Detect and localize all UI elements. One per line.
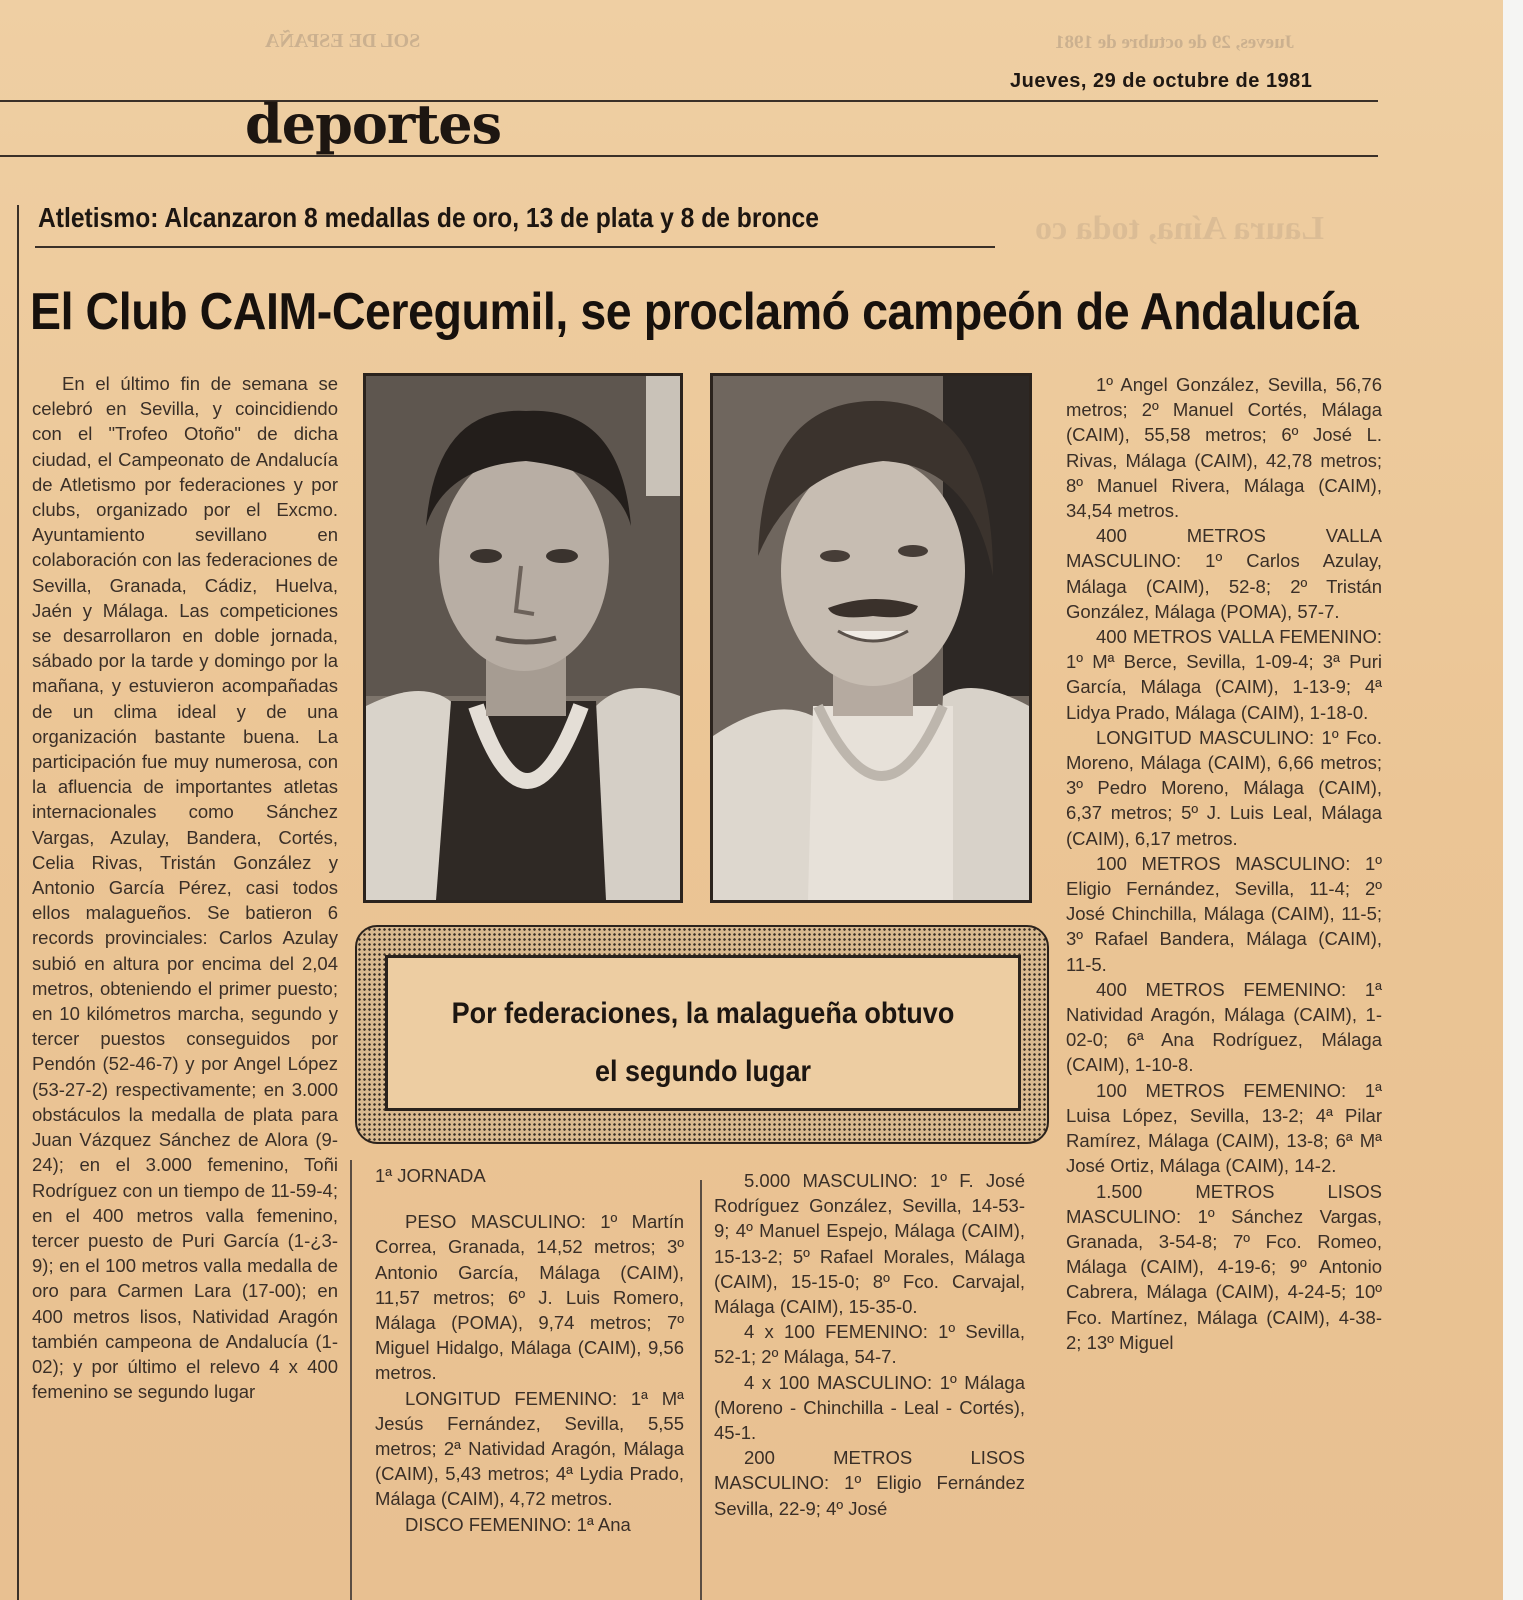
bleed-through-text: SOL DE ESPAÑA: [265, 30, 421, 52]
boxed-subhead: [417, 985, 989, 1101]
results-paragraph: 100 METROS MASCULINO: 1º Eligio Fernández, Sevilla, 11-4; 2º José Chinchilla, Málaga (CAIM), 11-5; 3º Rafael Bandera, Málaga (CAIM), 11-5.: [1066, 852, 1382, 975]
body-paragraph: En el último fin de semana se celebró en Sevilla, y coincidiendo con el "Trofeo Otoño" de dicha ciudad, el Campeonato de Andalucía de Atletismo por federaciones y por clubs, organizado por el Excmo. Ayuntamiento sevillano en colaboración con las federaciones de Sevilla, Granada, Cádiz, Huelva, Jaén y Málaga. Las competiciones se desarrollaron en doble jornada, sábado por la tarde y domingo por la mañana, y estuvieron acompañadas de un clima ideal y de una organización bastante buena. La participación fue muy numerosa, con la afluencia de importantes atletas internacionales como Sánchez Vargas, Azulay, Bandera, Cortés, Celia Rivas, Tristán González y Antonio García Pérez, casi todos ellos malagueños. Se batieron 6 records provinciales: Carlos Azulay subió en altura por encima del 2,04 metros, obteniendo el primer puesto; en 10 kilómetros marcha, segundo y tercer puestos conseguidos por Pendón (52-46-7) y por Angel López (53-27-2) respectivamente; en 3.000 obstáculos la medalla de plata para Juan Vázquez Sánchez de Alora (9-24); en el 3.000 femenino, Toñi Rodríguez con un tiempo de 11-59-4; en el 400 metros valla femenino, tercer puesto de Puri García (1-¿3-9); en el 100 metros valla medalla de oro para Carmen Lara (17-00); en 400 metros lisos, Natividad Aragón también campeona de Andalucía (1-02); y por último el relevo 4 x 400 femenino se segundo lugar: [32, 373, 338, 1403]
results-paragraph: 4 x 100 FEMENINO: 1º Sevilla, 52-1; 2º Málaga, 54-7.: [714, 1321, 1025, 1368]
athlete-photo-left: [363, 373, 683, 903]
article-column-4: [1066, 372, 1382, 1355]
results-paragraph: 5.000 MASCULINO: 1º F. José Rodríguez González, Sevilla, 14-53-9; 4º Manuel Espejo, Málaga (CAIM), 15-13-2; 5º Rafael Morales, Málaga (CAIM), 15-15-0; 8º Fco. Carvajal, Málaga (CAIM), 15-35-0.: [714, 1170, 1025, 1318]
results-paragraph: LONGITUD MASCULINO: 1º Fco. Moreno, Málaga (CAIM), 6,66 metros; 3º Pedro Moreno, Málaga (CAIM), 6,37 metros; 5º J. Luis Leal, Málaga (CAIM), 6,17 metros.: [1066, 726, 1382, 849]
section-title: deportes: [245, 92, 502, 156]
article-subhead: Atletismo: Alcanzaron 8 medallas de oro, 13 de plata y 8 de bronce: [38, 202, 819, 233]
results-paragraph: PESO MASCULINO: 1º Martín Correa, Granada, 14,52 metros; 3º Antonio García, Málaga (CAIM), 11,57 metros; 6º J. Luis Romero, Málaga (POMA), 9,74 metros; 7º Miguel Hidalgo, Málaga (CAIM), 9,56 metros.: [375, 1211, 684, 1384]
results-heading: 1ª JORNADA: [375, 1165, 486, 1186]
column-rule: [350, 1160, 352, 1600]
header-rule-bottom: [0, 155, 1378, 157]
results-paragraph: 100 METROS FEMENINO: 1ª Luisa López, Sevilla, 13-2; 4ª Pilar Ramírez, Málaga (CAIM), 13-8; 6ª Mª José Ortiz, Málaga (CAIM), 14-2.: [1066, 1079, 1382, 1177]
results-paragraph: 200 METROS LISOS MASCULINO: 1º Eligio Fernández Sevilla, 22-9; 4º José: [714, 1447, 1025, 1519]
results-paragraph: DISCO FEMENINO: 1ª Ana: [405, 1513, 631, 1535]
article-headline: El Club CAIM-Ceregumil, se proclamó campeón de Andalucía: [30, 283, 1359, 341]
issue-date: Jueves, 29 de octubre de 1981: [1010, 70, 1313, 92]
bleed-through-text: Jueves, 29 de octubre de 1981: [1055, 32, 1295, 53]
results-paragraph: 400 METROS VALLA MASCULINO: 1º Carlos Azulay, Málaga (CAIM), 52-8; 2º Tristán González, Málaga (POMA), 57-7.: [1066, 525, 1382, 622]
results-paragraph: LONGITUD FEMENINO: 1ª Mª Jesús Fernández, Sevilla, 5,55 metros; 2ª Natividad Aragón, Málaga (CAIM), 5,43 metros; 4ª Lydia Prado, Málaga (CAIM), 4,72 metros.: [375, 1387, 684, 1510]
article-column-2: [375, 1163, 684, 1537]
athlete-photo-right: [710, 373, 1032, 903]
athlete-portrait-image: [713, 376, 1029, 900]
results-paragraph: 400 METROS FEMENINO: 1ª Natividad Aragón, Málaga (CAIM), 1-02-0; 6ª Ana Rodríguez, Málaga (CAIM), 1-10-8.: [1066, 978, 1382, 1076]
results-paragraph: 1.500 METROS LISOS MASCULINO: 1º Sánchez Vargas, Granada, 3-54-8; 7º Fco. Romeo, Málaga (CAIM), 4-19-6; 9º Antonio Cabrera, Málaga (CAIM), 4-24-5; 10º Fco. Martínez, Málaga (CAIM), 4-38-2; 13º Miguel: [1066, 1180, 1382, 1353]
boxed-subhead-line: Por federaciones, la malagueña obtuvo: [451, 997, 955, 1030]
results-paragraph: 4 x 100 MASCULINO: 1º Málaga (Moreno - Chinchilla - Leal - Cortés), 45-1.: [714, 1371, 1025, 1444]
scan-margin: [1503, 0, 1523, 1600]
column-rule: [700, 1180, 702, 1600]
subhead-underline: [35, 246, 995, 248]
results-paragraph: 400 METROS VALLA FEMENINO: 1º Mª Berce, Sevilla, 1-09-4; 3ª Puri García, Málaga (CAIM), 1-13-9; 4ª Lidya Prado, Málaga (CAIM), 1-18-0.: [1066, 626, 1382, 723]
header-rule-top: [0, 100, 1378, 102]
results-paragraph: 1º Angel González, Sevilla, 56,76 metros; 2º Manuel Cortés, Málaga (CAIM), 55,58 metros; 6º José L. Rivas, Málaga (CAIM), 42,78 metros; 8º Manuel Rivera, Málaga (CAIM), 34,54 metros.: [1066, 374, 1382, 522]
article-column-1: [32, 371, 338, 1404]
article-column-3: [714, 1168, 1025, 1521]
bleed-through-text: Laura Aína, toda co: [1035, 210, 1325, 247]
left-margin-rule: [17, 205, 19, 1600]
athlete-portrait-image: [366, 376, 680, 900]
boxed-subhead-line: el segundo lugar: [594, 1055, 812, 1088]
